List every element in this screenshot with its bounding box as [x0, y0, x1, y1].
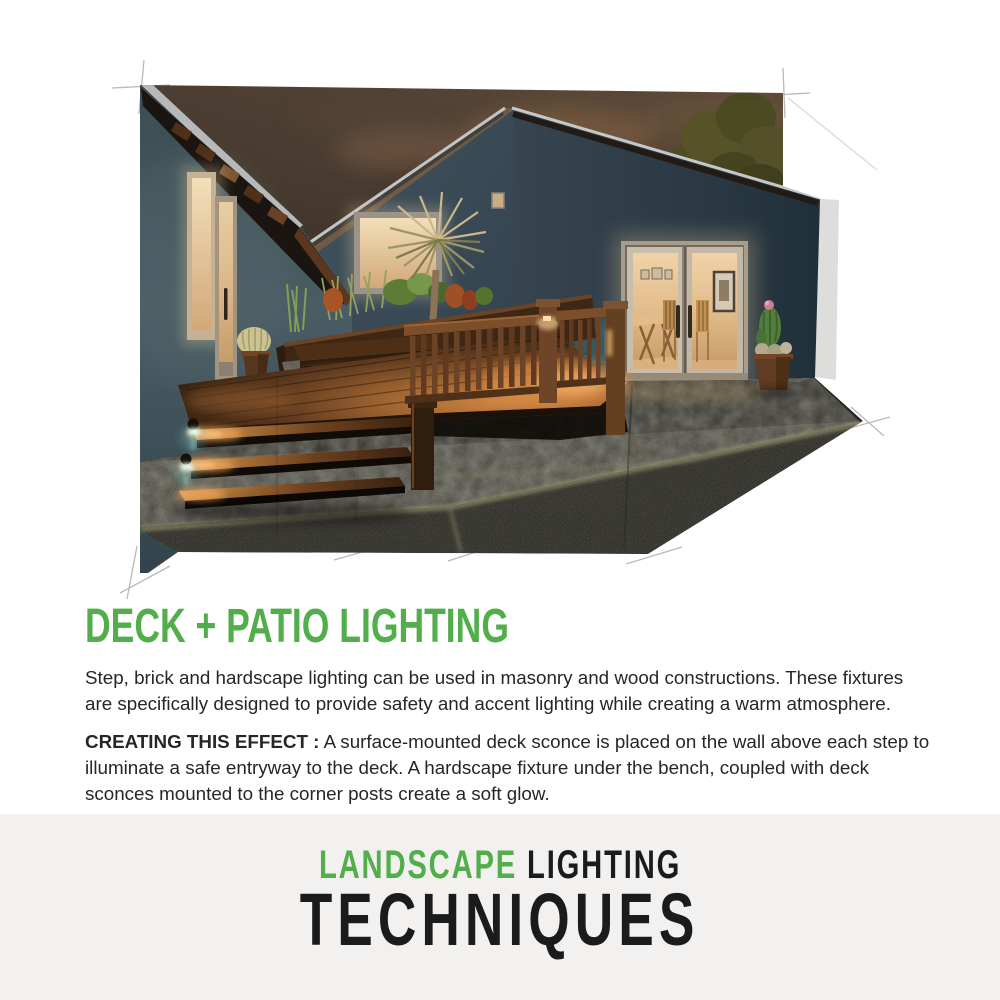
brand-word-lighting: LIGHTING — [526, 843, 682, 887]
french-doors — [614, 234, 756, 386]
effect-label: CREATING THIS EFFECT : — [85, 731, 320, 752]
yucca-trunk — [433, 270, 436, 320]
body-paragraph-1: Step, brick and hardscape lighting can be used in masonry and wood constructions. These fixtures are specifically designed to provide safety and accent lighting while creating a warm atmosphere. — [85, 667, 904, 714]
stair-newel-post — [411, 404, 434, 490]
door-handle — [688, 305, 692, 338]
body-paragraph-2: CREATING THIS EFFECT : A surface-mounted deck sconce is placed on the wall above each step to illuminate a safe entryway to the deck. A hardscape fixture under the bench, coupled with deck sconces mounted to the corner posts create a soft glow. — [85, 731, 930, 804]
post-deck-sconce — [607, 330, 612, 356]
sconce-fixture — [181, 454, 192, 465]
section-body — [85, 665, 929, 807]
sconce-fixture — [188, 419, 199, 430]
left-glass-door — [215, 196, 237, 388]
brand-word-landscape: LANDSCAPE — [318, 843, 518, 887]
gable-vent-window — [492, 193, 504, 208]
door-handle — [224, 288, 228, 320]
step-light-pool — [175, 488, 225, 500]
footer-banner — [0, 814, 1000, 1000]
door-light-spill — [605, 381, 775, 403]
door-handle — [676, 305, 680, 338]
railing-end-post — [606, 305, 625, 435]
brand-title: TECHNIQUES — [300, 878, 700, 961]
section-title: DECK + PATIO LIGHTING — [85, 600, 509, 653]
door-threshold — [626, 373, 748, 381]
